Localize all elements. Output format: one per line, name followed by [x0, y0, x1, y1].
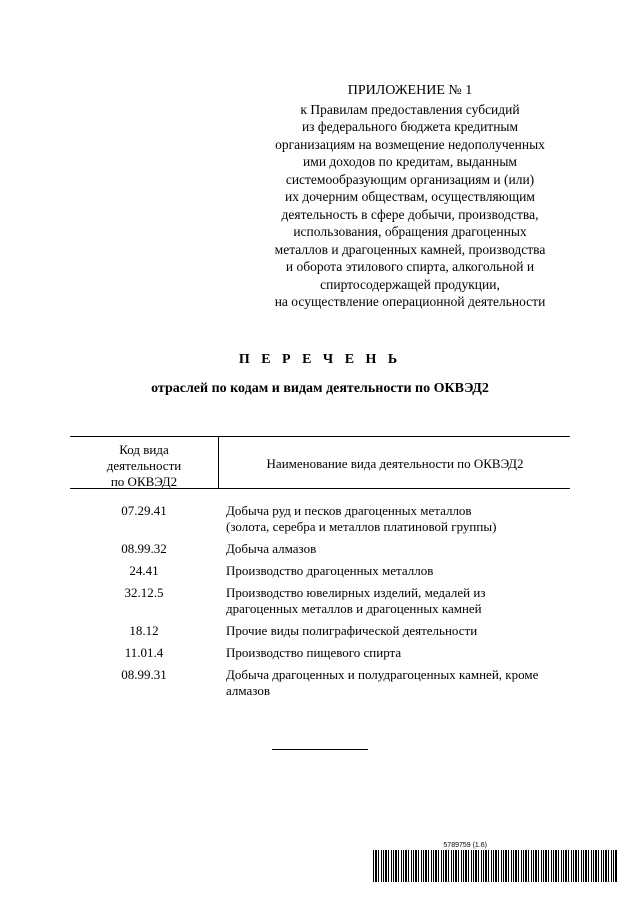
- appendix-line: системообразующим организациям и (или): [285, 171, 535, 187]
- activity-code: 08.99.31: [121, 667, 167, 682]
- column-header-code-line: по ОКВЭД2: [110, 474, 178, 489]
- activity-name: [218, 563, 570, 579]
- activity-code: 32.12.5: [124, 585, 164, 600]
- activity-name-line: драгоценных металлов и драгоценных камней: [226, 601, 482, 616]
- activity-name-line: Производство ювелирных изделий, медалей из: [226, 585, 486, 600]
- appendix-block: [250, 82, 570, 311]
- appendix-line: организациям на возмещение недополученных: [275, 136, 545, 152]
- appendix-line: их дочерним обществам, осуществляющим: [285, 189, 535, 204]
- appendix-line: из федерального бюджета кредитным: [301, 119, 519, 134]
- activity-name: [218, 503, 570, 535]
- table-row: [70, 541, 570, 557]
- table-row: [70, 585, 570, 617]
- activity-code: 07.29.41: [121, 503, 167, 518]
- appendix-line: на осуществление операционной деятельности: [274, 294, 546, 309]
- activity-name: [218, 541, 570, 557]
- activity-name-line: (золота, серебра и металлов платиновой группы): [226, 519, 497, 534]
- activity-name-line: Добыча алмазов: [226, 541, 317, 556]
- appendix-heading: ПРИЛОЖЕНИЕ № 1: [347, 83, 473, 98]
- appendix-line: спиртосодержащей продукции,: [320, 276, 500, 292]
- activity-name-line: Добыча руд и песков драгоценных металлов: [226, 503, 472, 518]
- activity-code: 08.99.32: [121, 541, 167, 556]
- activity-name-line: Прочие виды полиграфической деятельности: [226, 623, 478, 638]
- activity-code: 11.01.4: [124, 645, 164, 660]
- column-header-code: [70, 442, 218, 490]
- appendix-line: деятельность в сфере добычи, производства,: [281, 206, 539, 222]
- document-subtitle: отраслей по кодам и видам деятельности по ОКВЭД2: [151, 381, 489, 396]
- barcode-number: 5789759 (1.6): [443, 842, 487, 849]
- activity-name-line: Добыча драгоценных и полудрагоценных камней, кроме: [226, 667, 539, 682]
- activity-name-line: Производство пищевого спирта: [226, 645, 402, 660]
- table-row: [70, 503, 570, 535]
- table-top-rule: [70, 436, 570, 437]
- activity-name-line: Производство драгоценных металлов: [226, 563, 434, 578]
- activity-name: [218, 585, 570, 617]
- activity-name-line: алмазов: [226, 683, 270, 698]
- table-row: [70, 667, 570, 699]
- column-header-code-line: Код вида: [119, 442, 169, 457]
- table-body: [70, 503, 570, 705]
- barcode-image: [373, 850, 617, 882]
- document-title: П Е Р Е Ч Е Н Ь: [238, 352, 402, 367]
- activity-name: [218, 623, 570, 639]
- activity-code: 24.41: [129, 563, 159, 578]
- table-row: [70, 623, 570, 639]
- closing-separator-line: [272, 749, 368, 750]
- table-row: [70, 645, 570, 661]
- appendix-line: к Правилам предоставления субсидий: [300, 101, 520, 117]
- appendix-line: и оборота этилового спирта, алкогольной и: [285, 259, 535, 274]
- column-header-name: Наименование вида деятельности по ОКВЭД2: [266, 456, 524, 471]
- appendix-line: металлов и драгоценных камней, производства: [274, 241, 546, 257]
- table-row: [70, 563, 570, 579]
- appendix-line: ими доходов по кредитам, выданным: [303, 154, 517, 169]
- column-header-code-line: деятельности: [106, 458, 182, 473]
- activity-name: [218, 645, 570, 661]
- activity-name: [218, 667, 570, 699]
- activity-code: 18.12: [129, 623, 159, 638]
- appendix-line: использования, обращения драгоценных: [293, 224, 527, 239]
- barcode-block: [373, 842, 617, 882]
